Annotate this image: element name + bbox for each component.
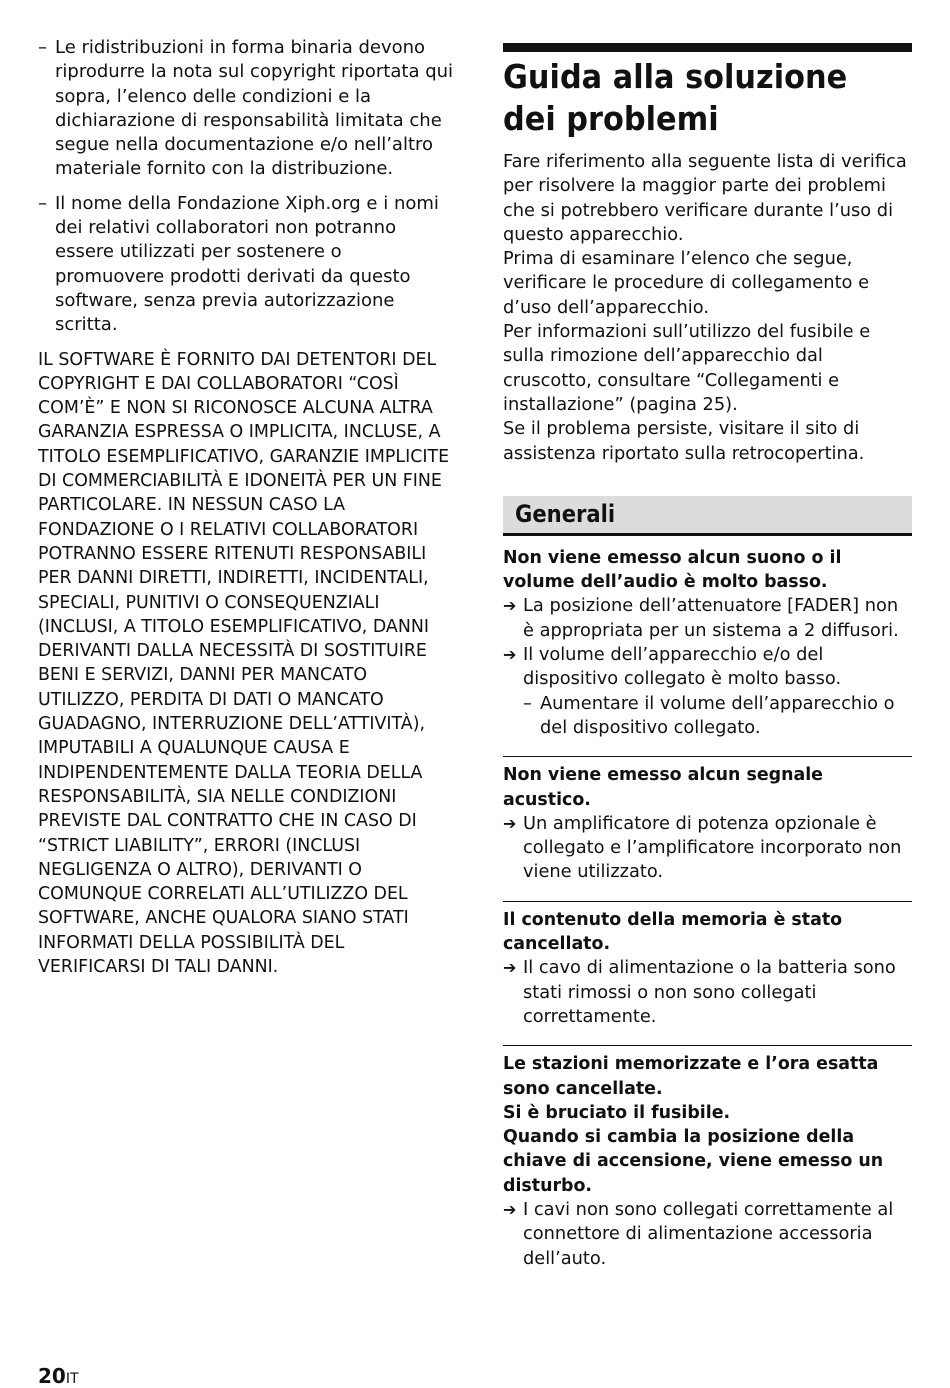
dash-bullet: – (523, 692, 532, 714)
title-rule (503, 43, 912, 52)
intro-paragraph: Prima di esaminare l’elenco che segue, verificare le procedure di collegamento e d’uso dell’apparecchio. (503, 248, 870, 318)
page-title: Guida alla soluzione dei problemi (503, 57, 848, 138)
solution-text: Un amplificatore di potenza opzionale è collegato e l’amplificatore incorporato non viene utilizzato. (523, 812, 902, 883)
right-column (503, 43, 912, 1271)
solution-text: La posizione dell’attenuatore [FADER] non è appropriata per un sistema a 2 diffusori. (523, 595, 899, 641)
solution-item (503, 594, 912, 643)
problem-block (503, 901, 912, 1029)
problem-block (503, 756, 912, 884)
arrow-icon: ➔ (503, 958, 517, 978)
page-number (38, 1364, 79, 1388)
solution-subitem (503, 692, 912, 741)
problem-question: Quando si cambia la posizione della chiave di accensione, viene emesso un disturbo. (503, 1127, 884, 1196)
dash-bullet: – (38, 37, 47, 58)
problem-question: Le stazioni memorizzate e l’ora esatta sono cancellate. (503, 1054, 879, 1099)
problem-question: Il contenuto della memoria è stato cancellato. (503, 909, 843, 955)
solution-text: Il volume dell’apparecchio e/o del dispositivo collegato è molto basso. (523, 644, 842, 690)
solution-item (503, 812, 912, 885)
disclaimer-paragraph: IL SOFTWARE È FORNITO DAI DETENTORI DEL COPYRIGHT E DAI COLLABORATORI “COSÌ COM’È” E NON SI RICONOSCE ALCUNA ALTRA GARANZIA ESPRESSA O IMPLICITA, INCLUSE, A TITOLO ESEMPLIFICATIVO, GARANZIE IMPLICITE DI COMMERCIABILITÀ E IDONEITÀ PER UN FINE PARTICOLARE. IN NESSUN CASO LA FONDAZIONE O I RELATIVI COLLABORATORI POTRANNO ESSERE RITENUTI RESPONSABILI PER DANNI DIRETTI, INDIRETTI, INCIDENTALI, SPECIALI, PUNITIVI O CONSEQUENZIALI (INCLUSI, A TITOLO ESEMPLIFICATIVO, DANNI DERIVANTI DALLA NECESSITÀ DI SOSTITUIRE BENI E SERVIZI, DANNI PER MANCATO UTILIZZO, PERDITA DI DATI O MANCATO GUADAGNO, INTERRUZIONE DELL’ATTIVITÀ), IMPUTABILI A QUALUNQUE CAUSA E INDIPENDENTEMENTE DALLA TEORIA DELLA RESPONSABILITÀ, SIA NELLE CONDIZIONI PREVISTE DAL CONTRATTO CHE IN CASO DI “STRICT LIABILITY”, ERRORI (INCLUSI NEGLIGENZA O ALTRO), DERIVANTI O COMUNQUE CORRELATI ALL’UTILIZZO DEL SOFTWARE, ANCHE QUALORA SIANO STATI INFORMATI DELLA POSSIBILITÀ DEL VERIFICARSI DI TALI DANNI. (38, 349, 450, 977)
intro-paragraph: Se il problema persiste, visitare il sito di assistenza riportato sulla retrocopertina. (503, 418, 865, 464)
arrow-icon: ➔ (503, 1199, 517, 1219)
intro-text (503, 150, 912, 466)
problem-block (503, 1045, 912, 1271)
list-item (38, 192, 456, 338)
solution-text: Il cavo di alimentazione o la batteria sono stati rimossi o non sono collegati correttamente. (523, 957, 896, 1027)
problem-question: Non viene emesso alcun segnale acustico. (503, 765, 823, 810)
solution-subtext: Aumentare il volume dell’apparecchio o del dispositivo collegato. (540, 692, 895, 738)
section-heading-label: Generali (515, 499, 616, 528)
problem-question: Non viene emesso alcun suono o il volume dell’audio è molto basso. (503, 547, 842, 593)
list-item-text: Il nome della Fondazione Xiph.org e i nomi dei relativi collaboratori non potranno essere utilizzati per sostenere o promuovere prodotti derivati da questo software, senza previa autorizzazione scritta. (55, 192, 439, 336)
problem-question: Si è bruciato il fusibile. (503, 1102, 731, 1123)
solution-item (503, 1198, 912, 1271)
page-language: IT (65, 1371, 79, 1387)
solution-item (503, 643, 912, 692)
left-column (38, 36, 456, 979)
list-item (38, 36, 456, 182)
arrow-icon: ➔ (503, 813, 517, 833)
section-heading (503, 496, 912, 536)
intro-paragraph: Fare riferimento alla seguente lista di verifica per risolvere la maggior parte dei problemi che si potrebbero verificare durante l’uso di questo apparecchio. (503, 151, 907, 245)
page-number-value: 20 (38, 1364, 66, 1388)
solution-text: I cavi non sono collegati correttamente al connettore di alimentazione accessoria dell’auto. (523, 1198, 894, 1269)
solution-item (503, 956, 912, 1029)
arrow-icon: ➔ (503, 645, 517, 665)
dash-bullet: – (38, 192, 47, 214)
arrow-icon: ➔ (503, 596, 517, 616)
problem-block (503, 546, 912, 740)
intro-paragraph: Per informazioni sull’utilizzo del fusibile e sulla rimozione dell’apparecchio dal cruscotto, consultare “Collegamenti e installazione” (pagina 25). (503, 321, 871, 415)
list-item-text: Le ridistribuzioni in forma binaria devono riprodurre la nota sul copyright riportata qui sopra, l’elenco delle condizioni e la dichiarazione di responsabilità limitata che segue nella documentazione e/o nell’altro materiale fornito con la distribuzione. (55, 37, 454, 180)
